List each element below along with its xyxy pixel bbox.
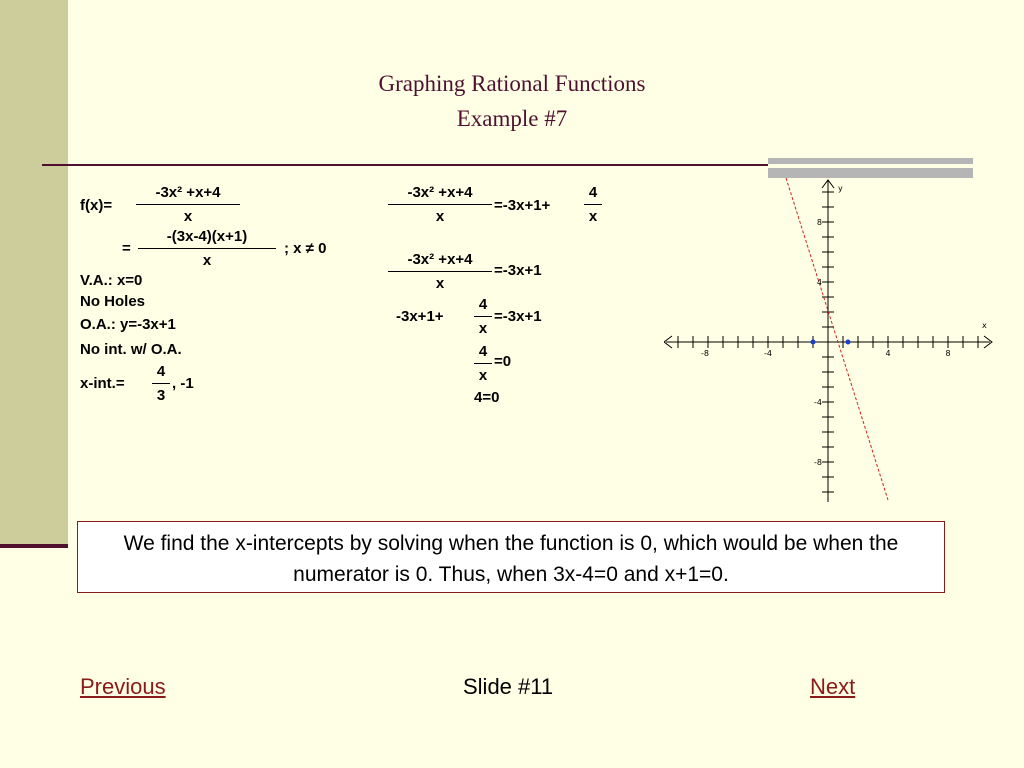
x-int-numerator: 4: [156, 363, 166, 380]
x-intercept-point-neg1: [811, 340, 816, 345]
slide-number: Slide #11: [463, 674, 554, 699]
f-denominator: x: [183, 208, 193, 225]
f-numerator: -3x² +x+4: [155, 184, 221, 201]
line5: 4=0: [474, 389, 500, 406]
x-int-denominator: 3: [156, 387, 166, 404]
f-fraction: [136, 184, 240, 226]
division-line1-fraction: [388, 184, 492, 226]
line1-numerator: -3x² +x+4: [407, 184, 473, 201]
fraction-bar: [138, 248, 276, 249]
line3-denominator: x: [478, 320, 488, 337]
sidebar-accent-line: [0, 544, 68, 548]
line4-numerator: 4: [478, 343, 488, 360]
coordinate-graph: [664, 178, 994, 504]
factored-numerator: -(3x-4)(x+1): [166, 228, 248, 245]
fraction-bar: [152, 383, 170, 384]
next-link[interactable]: Next: [810, 674, 856, 699]
title-line-2: Example #7: [456, 106, 568, 131]
x-axis-label: x: [982, 321, 987, 330]
x-tick-label: 8: [945, 349, 951, 358]
sidebar-decoration: [0, 0, 68, 546]
x-tick-label: -8: [701, 349, 709, 358]
line1-rhs: =-3x+1+: [494, 197, 551, 214]
line4-fraction: [474, 343, 492, 385]
x-int-rest: , -1: [172, 375, 194, 392]
explanation-box: [77, 521, 945, 593]
fraction-bar: [474, 363, 492, 364]
line2-denominator: x: [435, 275, 445, 292]
y-tick-label: -8: [814, 458, 822, 467]
oblique-asymptote: O.A.: y=-3x+1: [80, 316, 176, 333]
line1-rhs-fraction: [584, 184, 602, 226]
line3-numerator: 4: [478, 296, 488, 313]
y-axis: [822, 180, 834, 502]
line1-rhs-numerator: 4: [588, 184, 598, 201]
x-intercept-point-4-3: [846, 340, 851, 345]
line3-rhs: =-3x+1: [494, 308, 542, 325]
fraction-bar: [388, 204, 492, 205]
line2-fraction: [388, 251, 492, 293]
restriction: ; x ≠ 0: [284, 240, 327, 257]
title-divider: [42, 164, 772, 166]
y-tick-label: 8: [816, 218, 822, 227]
line4-rhs: =0: [494, 353, 512, 370]
line1-rhs-denominator: x: [588, 208, 598, 225]
fraction-bar: [388, 271, 492, 272]
x-int-label: x-int.=: [80, 375, 125, 392]
line3-lhs: -3x+1+: [396, 308, 444, 325]
fraction-bar: [474, 316, 492, 317]
y-axis-label: y: [838, 184, 843, 193]
f-label: f(x)=: [80, 197, 113, 214]
previous-link[interactable]: Previous: [80, 674, 166, 699]
line4-denominator: x: [478, 367, 488, 384]
eq-sign: =: [122, 240, 131, 257]
y-tick-label: -4: [814, 398, 822, 407]
fraction-bar: [584, 204, 602, 205]
no-intersection: No int. w/ O.A.: [80, 341, 182, 358]
factored-denominator: x: [202, 252, 212, 269]
explanation-text: We find the x-intercepts by solving when the function is 0, which would be when the numerator is 0. Thus, when 3x-4=0 and x+1=0.: [123, 532, 899, 586]
line2-rhs: =-3x+1: [494, 262, 542, 279]
factored-fraction: [138, 228, 276, 270]
line1-denominator: x: [435, 208, 445, 225]
line3-fraction: [474, 296, 492, 338]
line2-numerator: -3x² +x+4: [407, 251, 473, 268]
x-tick-label: 4: [885, 349, 891, 358]
vertical-asymptote: V.A.: x=0: [80, 272, 143, 289]
x-int-fraction: [152, 363, 170, 405]
title-line-1: Graphing Rational Functions: [378, 71, 646, 96]
x-tick-label: -4: [764, 349, 772, 358]
graph-header-bar: [768, 158, 973, 178]
fraction-bar: [136, 204, 240, 205]
graph-header-stripe: [768, 164, 973, 168]
slide-title: [300, 66, 724, 136]
holes: No Holes: [80, 293, 146, 310]
y-tick-label: 4: [816, 278, 822, 287]
